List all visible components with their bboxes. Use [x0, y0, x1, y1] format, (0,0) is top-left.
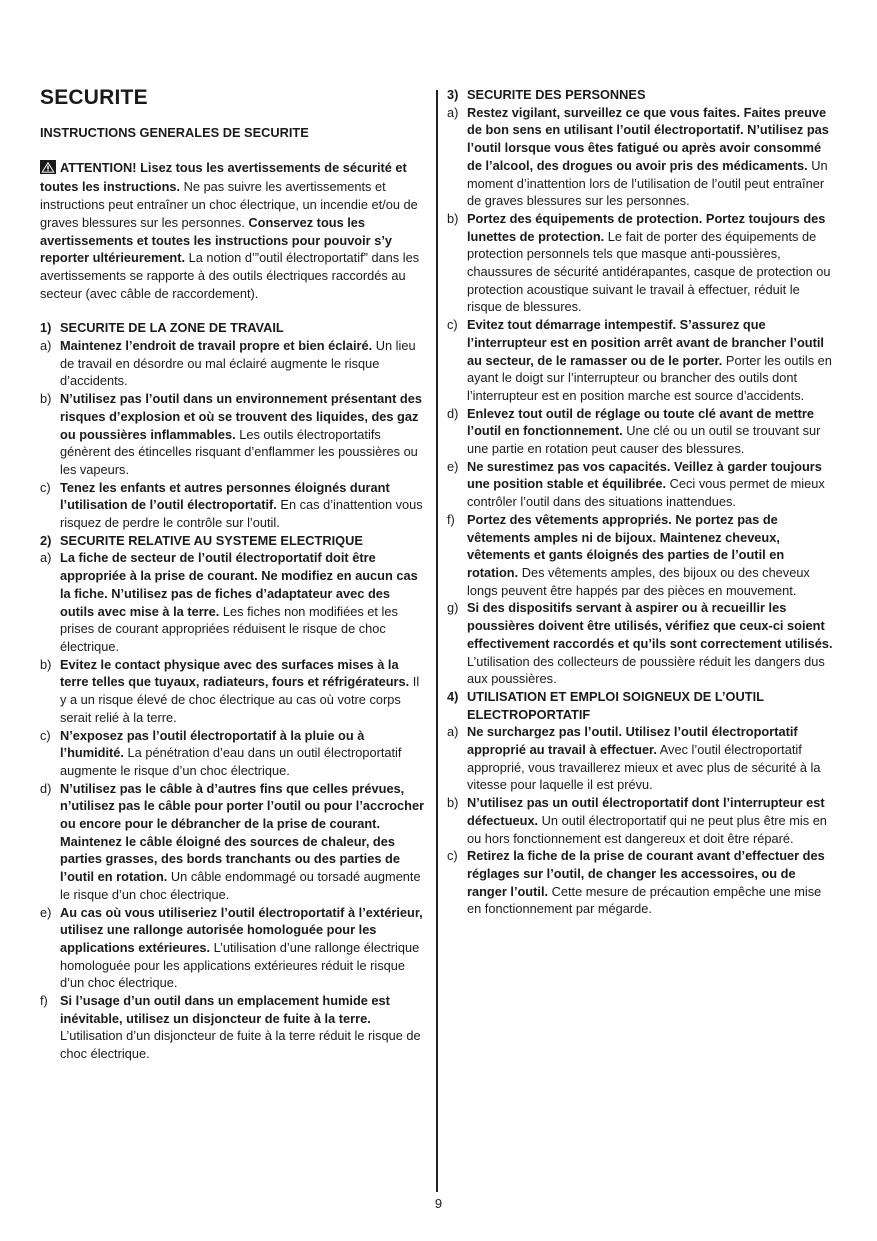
item-text: Un moment d’inattention lors de l’utilisation de l’outil peut entraîner de graves blessures sur les personnes.: [467, 157, 828, 209]
item-bold: N’utilisez pas l’outil dans un environnement présentant des risques d’explosion et où se trouvent des liquides, des gaz ou poussières inflammables.: [60, 391, 422, 442]
item-text: En cas d’inattention vous risquez de perdre le contrôle sur l’outil.: [60, 497, 423, 531]
list-item: [40, 337, 426, 390]
item-text: Une clé ou un outil se trouvant sur une partie en rotation peut causer des blessures.: [467, 423, 821, 457]
item-bold: N’exposez pas l’outil électroportatif à la pluie ou à l’humidité.: [60, 727, 365, 761]
intro-paragraph: [40, 159, 426, 303]
item-letter: b): [40, 391, 52, 407]
item-text: Un outil électroportatif qui ne peut plus être mis en ou hors fonctionnement est dangereux et doit être réparé.: [467, 812, 827, 846]
column-divider: [436, 90, 438, 1192]
item-bold: Retirez la fiche de la prise de courant avant d’effectuer des réglages sur l’outil, de changer les accessoires, ou de ranger l’outil.: [467, 848, 825, 899]
item-letter: a): [447, 104, 459, 120]
list-item: [447, 511, 833, 600]
section-heading: [447, 688, 833, 723]
item-bold: Portez des équipements de protection. Portez toujours des lunettes de protection.: [467, 210, 826, 244]
item-bold: Si des dispositifs servant à aspirer ou à recueillir les poussières doivent être utilisés, vérifiez que ceux-ci soient effectivement raccordés et qu’ils sont correctement utilisés.: [467, 600, 833, 651]
intro-bold-2: Conservez tous les avertissements et toutes les instructions pour pouvoir s’y reporter ultérieurement.: [40, 214, 393, 266]
item-letter: b): [40, 656, 52, 672]
item-bold: Enlevez tout outil de réglage ou toute clé avant de mettre l’outil en fonctionnement.: [467, 405, 815, 439]
item-bold: Maintenez l’endroit de travail propre et bien éclairé.: [60, 338, 373, 354]
item-text: L’utilisation d’un disjoncteur de fuite à la terre réduit le risque de choc électrique.: [60, 1028, 421, 1062]
item-text: Porter les outils en ayant le doigt sur l’interrupteur ou brancher des outils dont l’interrupteur est en position marche est source d’accidents.: [467, 352, 832, 403]
item-text: Un câble endommagé ou torsadé augmente le risque d’un choc électrique.: [60, 869, 421, 902]
page-number: 9: [434, 1196, 443, 1211]
intro-text-1: Ne pas suivre les avertissements et instructions peut entraîner un choc électrique, un incendie et/ou de graves blessures sur les personnes.: [40, 179, 418, 230]
item-bold: N’utilisez pas un outil électroportatif dont l’interrupteur est défectueux.: [467, 795, 825, 828]
item-bold: N’utilisez pas le câble à d’autres fins que celles prévues, n’utilisez pas le câble pour porter l’outil ou pour l’accrocher ou encore pour le débrancher de la prise de courant. Maintenez le câble éloigné des sources de chaleur, des parties grasses, des bords tranchants ou des parties de l’outil en rotation.: [60, 780, 425, 885]
item-bold: La fiche de secteur de l’outil électroportatif doit être appropriée à la prise de courant. Ne modifiez en aucun cas la fiche. N’utilisez pas de fiches d’adaptateur avec des outils avec mise à la terre.: [60, 550, 418, 619]
left-column: [40, 86, 426, 1063]
item-bold: Si l’usage d’un outil dans un emplacement humide est inévitable, utilisez un disjoncteur de fuite à la terre.: [60, 993, 390, 1026]
item-text: Les fiches non modifiées et les prises de courant appropriées réduisent le risque de choc électrique.: [60, 603, 398, 654]
list-item: [447, 316, 833, 405]
item-bold: Evitez tout démarrage intempestif. S’assurez que l’interrupteur est en position arrêt avant de brancher l’outil au secteur, de le ramasser ou de le porter.: [467, 317, 824, 368]
list-item: [447, 405, 833, 458]
section-title: SECURITE DES PERSONNES: [467, 87, 646, 102]
list-item: [40, 727, 426, 780]
item-letter: g): [447, 600, 459, 616]
item-letter: c): [40, 479, 51, 495]
item-letter: e): [40, 904, 52, 920]
item-letter: b): [447, 210, 459, 226]
section-title: SECURITE DE LA ZONE DE TRAVAIL: [60, 320, 284, 336]
item-letter: c): [447, 848, 458, 864]
section-number: 1): [40, 320, 52, 336]
item-letter: b): [447, 795, 459, 811]
section-heading: [447, 86, 833, 104]
list-item: [447, 723, 833, 794]
right-column: [447, 86, 833, 918]
item-letter: c): [40, 727, 51, 743]
list-item: [40, 656, 426, 727]
item-bold: Au cas où vous utiliseriez l’outil électroportatif à l’extérieur, utilisez une rallonge autorisée homologuée pour les applications extérieures.: [60, 904, 423, 955]
section-number: 4): [447, 688, 459, 704]
intro-text-2: La notion d’”outil électroportatif” dans les avertissements se rapporte à des outils électriques raccordés au secteur (avec câble de raccordement).: [40, 250, 420, 301]
list-item: [40, 780, 426, 904]
list-item: [447, 210, 833, 316]
list-item: [40, 549, 426, 655]
item-bold: Tenez les enfants et autres personnes éloignés durant l’utilisation de l’outil électroportatif.: [60, 479, 390, 513]
list-item: [40, 904, 426, 993]
item-letter: a): [40, 338, 52, 354]
page-title: SECURITE: [40, 86, 148, 109]
section-number: 2): [40, 532, 52, 548]
section-title: SECURITE RELATIVE AU SYSTEME ELECTRIQUE: [60, 532, 363, 548]
item-text: Les outils électroportatifs génèrent des étincelles risquant d’enflammer les poussières ou les vapeurs.: [60, 426, 418, 477]
item-text: Des vêtements amples, des bijoux ou des cheveux longs peuvent être happés par des pièces en mouvement.: [467, 564, 810, 598]
warning-triangle-icon: [40, 160, 56, 179]
list-item: [447, 599, 833, 688]
item-letter: f): [447, 511, 455, 527]
list-item: [40, 479, 426, 532]
list-item: [40, 390, 426, 479]
item-letter: f): [40, 993, 48, 1009]
item-text: Cette mesure de précaution empêche une mise en fonctionnement par mégarde.: [467, 883, 822, 917]
item-letter: c): [447, 317, 458, 333]
item-text: La pénétration d’eau dans un outil électroportatif augmente le risque d’un choc électrique.: [60, 745, 402, 778]
item-text: L’utilisation d’une rallonge électrique homologuée pour les applications extérieures réduit le risque d’un choc électrique.: [60, 939, 420, 991]
item-text: Avec l’outil électroportatif approprié, vous travaillerez mieux et avec plus de sécurité à la vitesse pour laquelle il est prévu.: [467, 742, 821, 793]
item-bold: Restez vigilant, surveillez ce que vous faites. Faites preuve de bon sens en utilisant l’outil électroportatif. N’utilisez pas l’outil lorsque vous êtes fatigué ou après avoir consommé de l’alcool, des drogues ou avoir pris des médicaments.: [467, 104, 829, 173]
section-number: 3): [447, 87, 459, 102]
item-letter: a): [40, 550, 52, 566]
list-item: [447, 794, 833, 847]
list-item: [447, 104, 833, 210]
item-text: L’utilisation des collecteurs de poussière réduit les dangers dus aux poussières.: [467, 653, 825, 687]
item-text: Le fait de porter des équipements de protection personnels tels que masque anti-poussières, chaussures de sécurité antidérapantes, casque de protection ou protection acoustique suivant le travail à effectuer, réduit le risque de blessures.: [467, 228, 831, 315]
item-letter: a): [447, 724, 459, 740]
item-letter: d): [447, 405, 459, 421]
item-text: Ceci vous permet de mieux contrôler l’outil dans des situations inattendues.: [467, 476, 825, 510]
item-text: Un lieu de travail en désordre ou mal éclairé augmente le risque d’accidents.: [60, 338, 416, 389]
item-letter: e): [447, 458, 459, 474]
item-text: Il y a un risque élevé de choc électrique au cas où votre corps serait relié à la terre.: [60, 674, 420, 725]
intro-bold-1: ATTENTION! Lisez tous les avertissements de sécurité et toutes les instructions.: [40, 159, 407, 195]
page-subtitle: INSTRUCTIONS GENERALES DE SECURITE: [40, 125, 309, 140]
list-item: [40, 992, 426, 1063]
section-heading: [40, 319, 426, 337]
item-bold: Portez des vêtements appropriés. Ne portez pas de vêtements amples ni de bijoux. Maintenez cheveux, vêtements et gants éloignés des parties de l’outil en rotation.: [467, 511, 785, 580]
item-bold: Ne surchargez pas l’outil. Utilisez l’outil électroportatif approprié au travail à effectuer.: [467, 724, 798, 758]
section-heading: [40, 532, 426, 550]
item-letter: d): [40, 780, 52, 796]
item-bold: Evitez le contact physique avec des surfaces mises à la terre telles que tuyaux, radiateurs, fours et réfrigérateurs.: [60, 656, 410, 690]
section-title: UTILISATION ET EMPLOI SOIGNEUX DE L’OUTIL ELECTROPORTATIF: [467, 688, 764, 722]
item-bold: Ne surestimez pas vos capacités. Veillez à garder toujours une position stable et équilibrée.: [467, 458, 822, 492]
list-item: [447, 847, 833, 918]
list-item: [447, 458, 833, 511]
